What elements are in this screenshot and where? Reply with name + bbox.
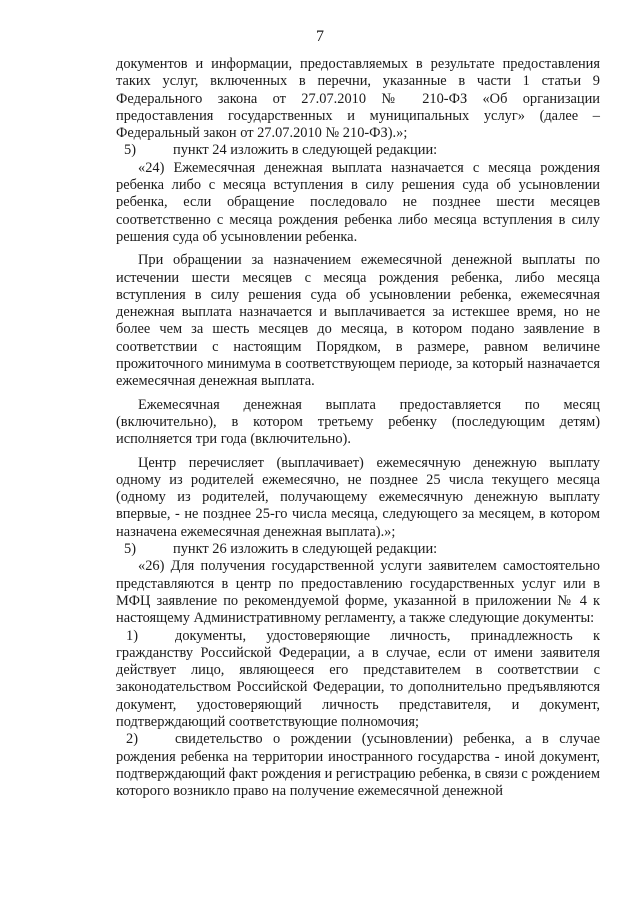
- document-body: [116, 56, 600, 800]
- list-number: 1): [126, 627, 138, 644]
- list-item: [116, 731, 600, 800]
- paragraph: Ежемесячная денежная выплата предоставляется по месяц (включительно), в котором третьему ребенку (последующим детям) исполняется три года (включительно).: [116, 396, 600, 448]
- paragraph: Центр перечисляет (выплачивает) ежемесячную денежную выплату одному из родителей ежемесячно, не позднее 25 числа текущего месяца (одному из родителей, получающему ежемесячную денежную выплату впервые, - не позднее 25-го числа месяца, следующего за месяцем, в котором назначена ежемесячная денежная выплата).»;: [116, 454, 600, 540]
- list-item: [116, 142, 600, 159]
- list-item-text: свидетельство о рождении (усыновлении) ребенка, а в случае рождения ребенка на территории иностранного государства - иной документ, подтверждающий факт рождения и регистрацию ребенка, в связи с рождением которого возникло право на получение ежемесячной денежной: [116, 731, 600, 800]
- list-item-text: пункт 26 изложить в следующей редакции:: [173, 541, 438, 558]
- list-item: [116, 628, 600, 732]
- list-number: 5): [124, 142, 136, 159]
- paragraph: При обращении за назначением ежемесячной денежной выплаты по истечении шести месяцев с месяца рождения ребенка, либо месяца вступления в силу решения суда об усыновлении ребенка, ежемесячная денежная выплата назначается и выплачивается за истекшее время, но не более чем за шесть месяцев до месяца, в котором подано заявление в соответствии с настоящим Порядком, в размере, равном величине прожиточного минимума в соответствующем периоде, за который назначается ежемесячная денежная выплата.: [116, 252, 600, 390]
- list-item: [116, 541, 600, 558]
- page-number: 7: [316, 28, 324, 45]
- list-number: 5): [124, 541, 136, 558]
- paragraph: документов и информации, предоставляемых в результате предоставления таких услуг, включенных в перечни, указанные в части 1 статьи 9 Федерального закона от 27.07.2010 № 210-ФЗ «Об организации предоставления государственных и муниципальных услуг» (далее – Федеральный закон от 27.07.2010 № 210-ФЗ).»;: [116, 56, 600, 142]
- list-item-text: пункт 24 изложить в следующей редакции:: [173, 142, 438, 159]
- paragraph: «26) Для получения государственной услуги заявителем самостоятельно представляются в центр по предоставлению государственных услуг или в МФЦ заявление по рекомендуемой форме, указанной в приложении № 4 к настоящему Административному регламенту, а также следующие документы:: [116, 558, 600, 627]
- list-number: 2): [126, 731, 138, 748]
- paragraph: «24) Ежемесячная денежная выплата назначается с месяца рождения ребенка либо с месяца вступления в силу решения суда об усыновлении ребенка, если обращение последовало не позднее шести месяцев соответственно с месяца рождения ребенка либо месяца вступления в силу решения суда об усыновлении ребенка.: [116, 159, 600, 245]
- list-item-text: документы, удостоверяющие личность, принадлежность к гражданству Российской Федерации, а в случае, если от имени заявителя действует лицо, являющееся его представителем в соответствии с законодательством Российской Федерации, то дополнительно предъявляются документ, удостоверяющий личность представителя, и документ, подтверждающий соответствующие полномочия;: [116, 627, 600, 730]
